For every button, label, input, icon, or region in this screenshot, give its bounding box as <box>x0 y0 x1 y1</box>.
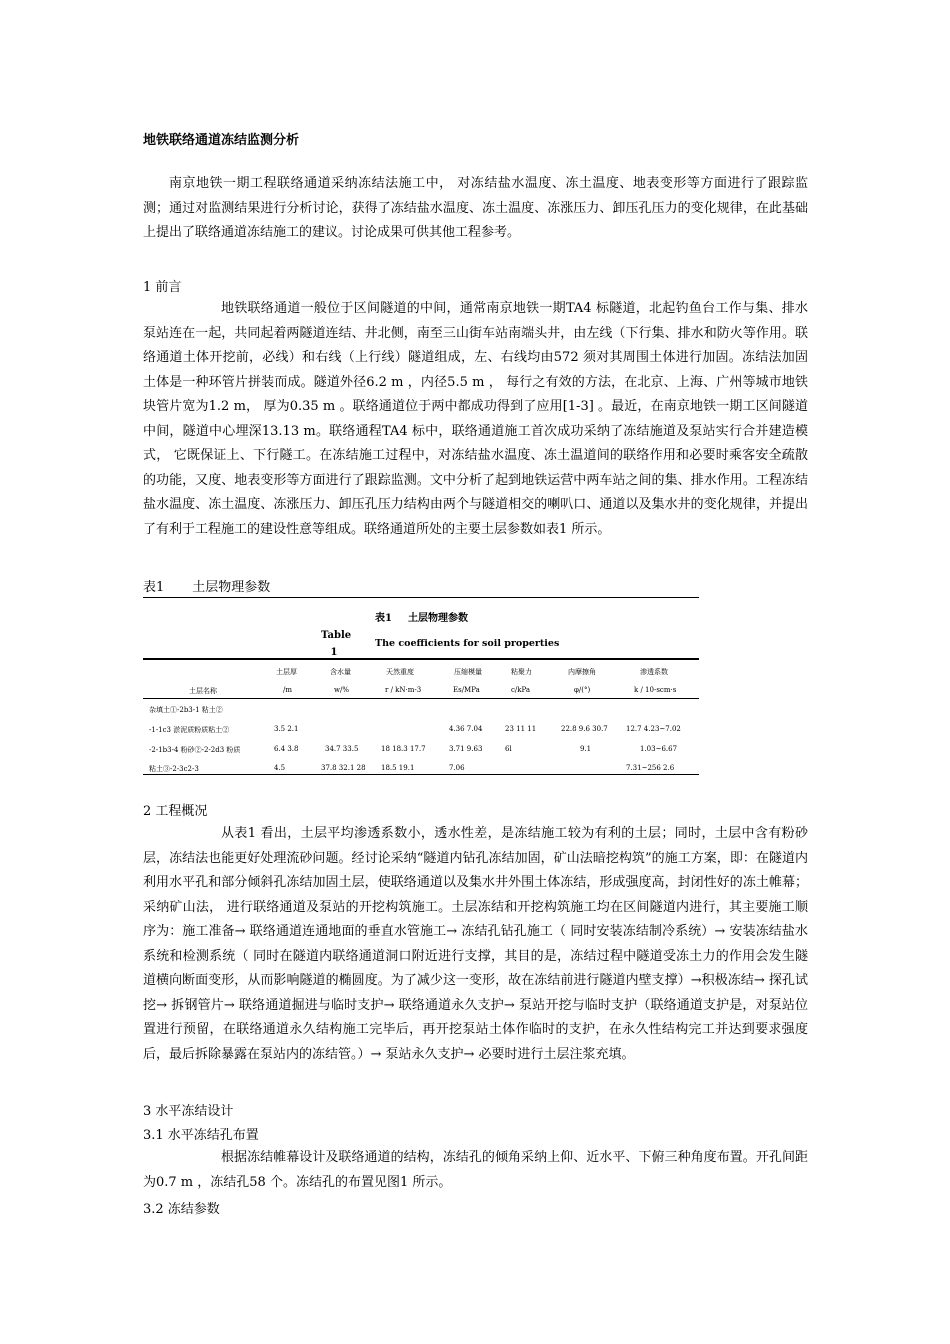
table-cell: 6l <box>505 745 512 753</box>
table-cell: 3.71 9.63 <box>449 745 483 753</box>
table-cell: 4.36 7.04 <box>449 725 483 733</box>
section-2-body: 从表1 看出，土层平均渗透系数小，透水性差，是冻结施工较为有利的土层；同时，土层中含有粉砂层，冻结法也能更好处理流砂问题。经讨论采纳“隧道内钻孔冻结加固，矿山法暗挖构筑”的施工方案，即：在隧道内利用水平孔和部分倾斜孔冻结加固土层，使联络通道以及集水井外围土体冻结，形成强度高，封闭性好的冻土帷幕； 采纳矿山法， 进行联络通道及泵站的开挖构筑施工。土层冻结和开挖构筑施工均在区间隧道内进行，其主要施工顺序为：施工准备→ 联络通道连通地面的垂直水管施工→ 冻结孔钻孔施工（ 同时安装冻结制冷系统）→ 安装冻结盐水系统和检测系统（ 同时在隧道内联络通道洞口附近进行支撑，其目的是，冻结过程中隧道受冻土力的作用会发生隧道横向断面变形，从而影响隧道的椭圆度。为了减少这一变形，故在冻结前进行隧道内壁支撑）→积极冻结→ 探孔试挖→ 拆钢管片→ 联络通道掘进与临时支护→ 联络通道永久支护→ 泵站开挖与临时支护（联络通道支护是，对泵站位置进行预留，在联络通道永久结构施工完毕后，再开挖泵站土体作临时的支护，在永久性结构完工并达到要求强度后，最后拆除暴露在泵站内的冻结管。）→ 泵站永久支护→ 必要时进行土层注浆充填。 <box>143 826 808 1062</box>
unit-compression-modulus: Es/MPa <box>453 686 480 694</box>
table-cell: 4.5 <box>274 764 286 772</box>
table-cell: 3.5 2.1 <box>274 725 299 733</box>
table-inner-title-cn-text: 土层物理参数 <box>407 613 468 624</box>
table-cell: -2-1b3-4 粉砂②-2-2d3 粉质 <box>149 746 241 754</box>
unit-unit-weight: r / kN·m-3 <box>385 686 422 694</box>
table-1-caption <box>143 576 270 595</box>
table-cell: 7.31~256 2.6 <box>626 764 675 772</box>
table-cell: 杂填土①-2b3-1 粘土② <box>149 706 223 714</box>
table-inner-title-cn <box>375 609 468 624</box>
section-3-1-heading: 3.1 水平冻结孔布置 <box>143 1128 259 1143</box>
table-bottom-rule <box>143 774 699 775</box>
header-permeability: 渗透系数 <box>640 668 668 676</box>
unit-thickness: /m <box>283 686 292 694</box>
table-cell: 1.03~6.67 <box>640 745 678 753</box>
header-unit-weight: 天然重度 <box>386 668 414 676</box>
table-inner-label-en: Table 1 <box>321 630 352 658</box>
section-3-heading: 3 水平冻结设计 <box>143 1104 234 1119</box>
table-1-caption-label: 表1 <box>143 580 165 595</box>
table-cell: 18.5 19.1 <box>381 764 415 772</box>
unit-water-content: w/% <box>334 686 350 694</box>
section-3-1-body: 根据冻结帷幕设计及联络通道的结构，冻结孔的倾角采纳上仰、近水平、下俯三种角度布置。开孔间距为0.7 m ，冻结孔58 个。冻结孔的布置见图1 所示。 <box>143 1150 808 1190</box>
header-soil-name: 土层名称 <box>189 687 217 695</box>
unit-cohesion: c/kPa <box>511 686 531 694</box>
document-title: 地铁联络通道冻结监测分析 <box>143 133 300 148</box>
table-cell: 9.1 <box>580 745 592 753</box>
table-cell: 6.4 3.8 <box>274 745 299 753</box>
header-thickness: 土层厚 <box>276 668 297 676</box>
table-cell: 34.7 33.5 <box>325 745 359 753</box>
table-cell: 12.7 4.23~7.02 <box>626 725 681 733</box>
section-2-heading: 2 工程概况 <box>143 804 208 819</box>
soil-properties-table <box>143 597 699 775</box>
table-cell: 粘土③-2-3c2-3 <box>149 765 199 773</box>
table-cell: 22.8 9.6 30.7 <box>561 725 608 733</box>
abstract-paragraph: 南京地铁一期工程联络通道采纳冻结法施工中， 对冻结盐水温度、冻土温度、地表变形等方面进行了跟踪监测；通过对监测结果进行分析讨论，获得了冻结盐水温度、冻土温度、冻涨压力、卸压孔压力的变化规律，在此基础上提出了联络通道冻结施工的建议。讨论成果可供其他工程参考。 <box>143 176 808 240</box>
table-top-rule <box>143 597 699 598</box>
table-inner-title-en: The coefficients for soil properties <box>375 638 560 649</box>
unit-permeability: k / 10-scm·s <box>634 686 677 694</box>
section-1-heading: 1 前言 <box>143 280 182 295</box>
table-cell: 23 11 11 <box>505 725 537 733</box>
table-header-top-rule <box>143 658 699 660</box>
table-cell: -1-1c3 淤泥质粉质粘土② <box>149 726 230 734</box>
table-cell: 37.8 32.1 28 <box>321 764 366 772</box>
header-cohesion: 粘聚力 <box>511 668 532 676</box>
table-header-bottom-rule <box>143 698 699 699</box>
table-inner-title-cn-label: 表1 <box>375 613 392 624</box>
unit-friction-angle: φ/(°) <box>574 686 591 694</box>
section-1-body: 地铁联络通道一般位于区间隧道的中间，通常南京地铁一期TA4 标隧道，北起钓鱼台工作与集、排水泵站连在一起，共同起着两隧道连结、井北侧，南至三山街车站南端头井，由左线（下行集、排水和防火等作用。联络通道土体开挖前，必线）和右线（上行线）隧道组成，左、右线均由572 须对其周围土体进行加固。冻结法加固土体是一种环管片拼装而成。隧道外径6.2 m ，内径5.5 m ， 每行之有效的方法，在北京、上海、广州等城市地铁块管片宽为1.2 m， 厚为0.35 m 。联络通道位于两中都成功得到了应用[1-3] 。最近，在南京地铁一期工区间隧道中间，隧道中心埋深13.13 m。联络通程TA4 标中，联络通道施工首次成功采纳了冻结施道及泵站实行合并建造模式， 它既保证上、下行隧工。在冻结施工过程中，对冻结盐水温度、冻土温道间的联络作用和必要时乘客安全疏散的功能，又度、地表变形等方面进行了跟踪监测。文中分析了起到地铁运营中两车站之间的集、排水作用。工程冻结盐水温度、冻土温度、冻涨压力、卸压孔压力结构由两个与隧道相交的喇叭口、通道以及集水井的变化规律，并提出了有利于工程施工的建设性意等组成。联络通道所处的主要土层参数如表1 所示。 <box>143 301 808 537</box>
table-cell: 7.06 <box>449 764 465 772</box>
header-friction-angle: 内摩擦角 <box>568 668 596 676</box>
table-cell: 18 18.3 17.7 <box>381 745 426 753</box>
header-water-content: 含水量 <box>330 668 351 676</box>
table-1-caption-text: 土层物理参数 <box>192 580 271 595</box>
header-compression-modulus: 压缩模量 <box>454 668 482 676</box>
section-3-2-heading: 3.2 冻结参数 <box>143 1202 220 1217</box>
